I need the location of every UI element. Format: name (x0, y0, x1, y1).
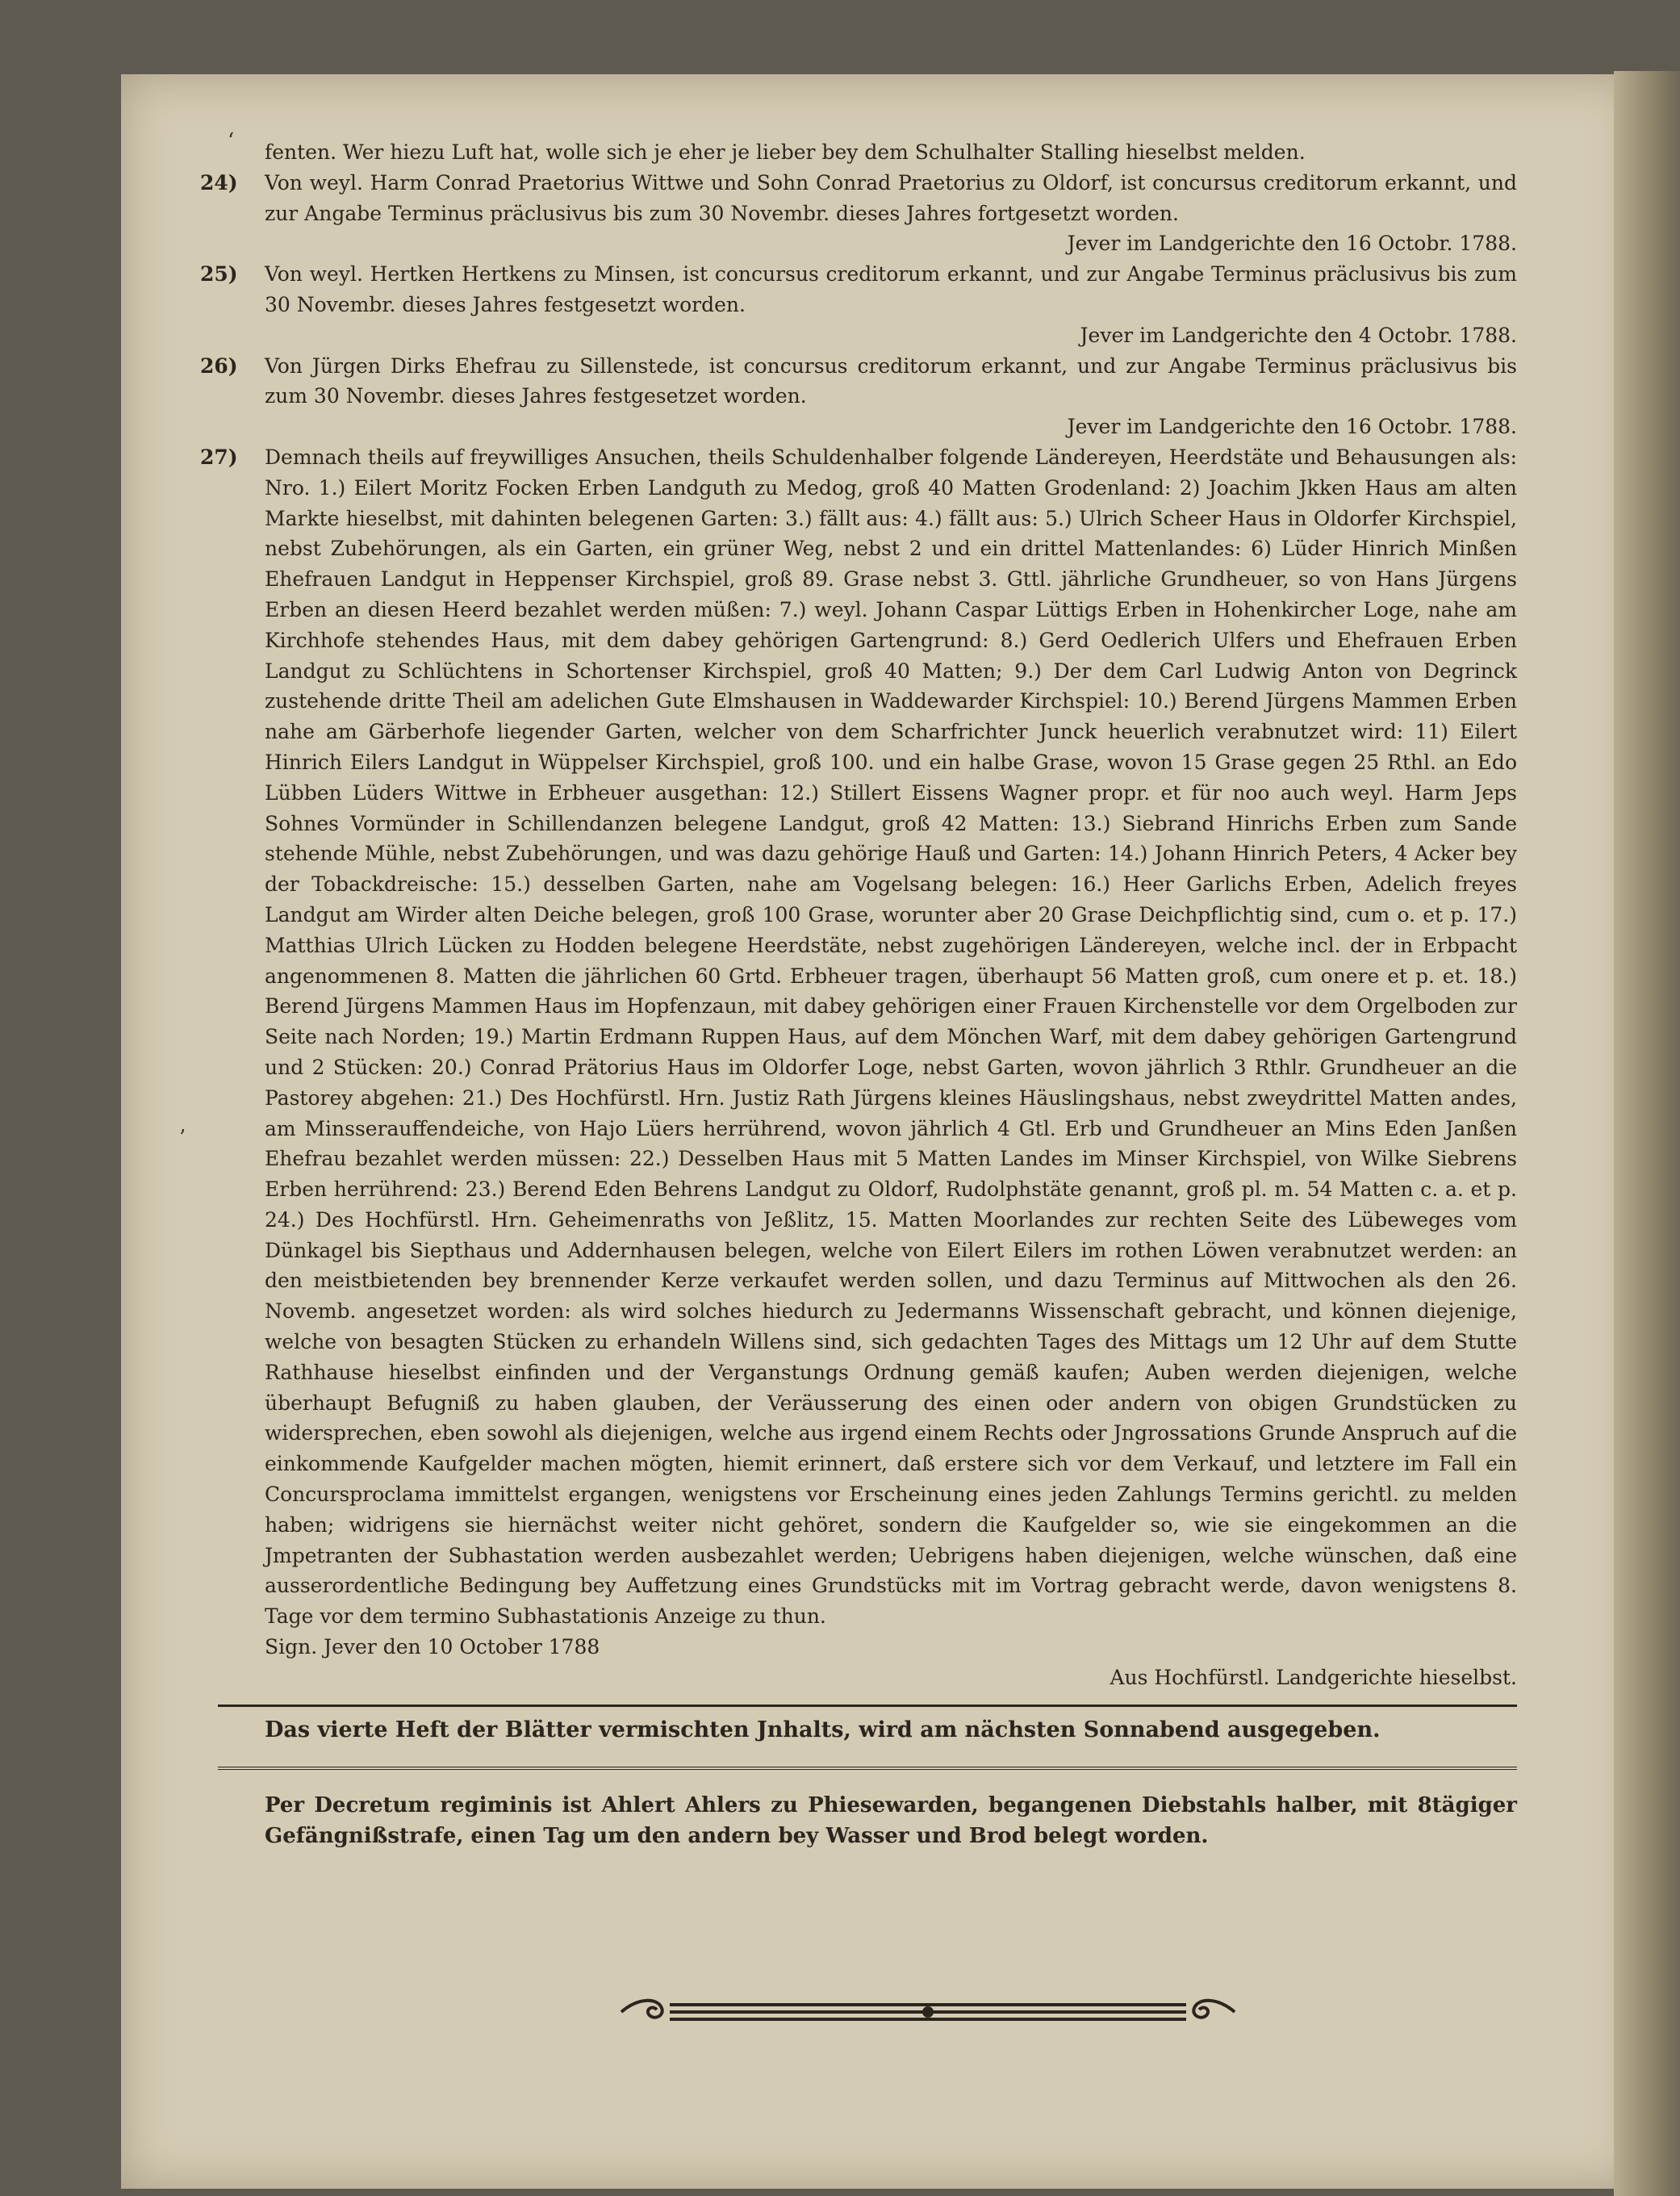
entry-26 (200, 351, 1517, 442)
entry-number: 24) (200, 170, 238, 195)
entry-signature: Aus Hochfürstl. Landgerichte hieselbst. (1110, 1665, 1517, 1689)
entry-signature: Jever im Landgerichte den 16 Octobr. 1788. (1067, 415, 1517, 439)
decree-text: Per Decretum regiminis ist Ahlert Ahlers zu Phiesewarden, begangenen Diebstahls halber, mit 8tägiger Gefängnißstrafe, einen Tag um den andern bey Wasser und Brod belegt worden. (265, 1793, 1517, 1849)
ornament-divider-icon (613, 1993, 1243, 2031)
lead-in-paragraph (218, 137, 1517, 168)
entry-text: Von weyl. Harm Conrad Praetorius Wittwe und Sohn Conrad Praetorius zu Oldorf, ist concursus creditorum erkannt, und zur Angabe Terminus präclusivus bis zum 30 Novembr. dieses Jahres fortgesetzt worden. (265, 170, 1517, 225)
entry-signature: Jever im Landgerichte den 16 Octobr. 1788. (1067, 232, 1517, 256)
entry-number: 26) (200, 353, 238, 378)
margin-mark: ’ (179, 1126, 186, 1150)
divider-rule-double (218, 1767, 1517, 1770)
entry-24 (200, 168, 1517, 259)
book-spine (1614, 71, 1680, 2196)
entry-signature: Jever im Landgerichte den 4 Octobr. 1788. (1080, 323, 1517, 347)
divider-rule (218, 1705, 1517, 1707)
entry-text: Demnach theils auf freywilliges Ansuchen, theils Schuldenhalber folgende Ländereyen, Heerdstäte und Behausungen als: Nro. 1.) Eilert Moritz Focken Erben Landguth zu Medog, groß 40 Matten Grodenland: 2) Joachim Jkken Haus am alten Markte hieselbst, mit dahinten belegenen Garten: 3.) fällt aus: 4.) fällt aus: 5.) Ulrich Scheer Haus in Oldorfer Kirchspiel, nebst Zubehörungen, als ein Garten, ein grüner Weg, nebst 2 und ein drittel Mattenlandes: 6) Lüder Hinrich Minßen Ehefrauen Landgut in Heppenser Kirchspiel, groß 89. Grase nebst 3. Gttl. jährliche Grundheuer, so von Hans Jürgens Erben an diesen Heerd bezahlet werden müßen: 7.) weyl. Johann Caspar Lüttigs Erben in Hohenkircher Loge, nahe am Kirchhofe stehendes Haus, mit dem dabey gehörigen Gartengrund: 8.) Gerd Oedlerich Ulfers und Ehefrauen Erben Landgut zu Schlüchtens in Schortenser Kirchspiel, groß 40 Matten; 9.) Der dem Carl Ludwig Anton von Degrinck zustehende dritte Theil am adelichen Gute Elmshausen in Waddewarder Kirchspiel: 10.) Berend Jürgens Mammen Erben nahe am Gärberhofe liegender Garten, welcher von dem Scharfrichter Junck heuerlich verabnutzet wird: 11) Eilert Hinrich Eilers Landgut in Wüppelser Kirchspiel, groß 100. und ein halbe Grase, wovon 15 Grase gegen 25 Rthl. an Edo Lübben Lüders Wittwe in Erbheuer ausgethan: 12.) Stillert Eissens Wagner propr. et für noo auch weyl. Harm Jeps Sohnes Vormünder in Schillendanzen belegene Landgut, groß 42 Matten: 13.) Siebrand Hinrichs Erben zum Sande stehende Mühle, nebst Zubehörungen, und was dazu gehörige Hauß und Garten: 14.) Johann Hinrich Peters, 4 Acker bey der Tobackdreische: 15.) desselben Garten, nahe am Vogelsang belegen: 16.) Heer Garlichs Erben, Adelich freyes Landgut am Wirder alten Deiche belegen, groß 100 Grase, worunter aber 20 Grase Deichpflichtig sind, cum o. et p. 17.) Matthias Ulrich Lücken zu Hodden belegene Heerdstäte, nebst zugehörigen Ländereyen, welche incl. der in Erbpacht angenommenen 8. Matten die jährlichen 60 Grtd. Erbheuer tragen, überhaupt 56 Matten groß, cum onere et p. et. 18.) Berend Jürgens Mammen Haus im Hopfenzaun, mit dabey gehörigen einer Frauen Kirchenstelle vor dem Orgelboden zur Seite nach Norden; 19.) Martin Erdmann Ruppen Haus, auf dem Mönchen Warf, mit dem dabey gehörigen Gartengrund und 2 Stücken: 20.) Conrad Prätorius Haus im Oldorfer Loge, nebst Garten, wovon jährlich 3 Rthlr. Grundheuer an die Pastorey abgehen: 21.) Des Hochfürstl. Hrn. Justiz Rath Jürgens kleines Häuslingshaus, nebst zweydrittel Matten andes, am Minsserauffendeiche, von Hajo Lüers herrührend, wovon jährlich 4 Gtl. Erb und Grundheuer an Mins Eden Janßen Ehefrau bezahlet werden müssen: 22.) Desselben Haus mit 5 Matten Landes im Minser Kirchspiel, von Wilke Siebrens Erben herrührend: 23.) Berend Eden Behrens Landgut zu Oldorf, Rudolphstäte genannt, groß pl. m. 54 Matten c. a. et p. 24.) Des Hochfürstl. Hrn. Geheimenraths von Jeßlitz, 15. Matten Moorlandes zur rechten Seite des Lübeweges vom Dünkagel bis Siepthaus und Addernhausen belegen, welche von Eilert Eilers im rothen Löwen verabnutzet werden: an den meistbietenden bey brennender Kerze verkaufet werden sollen, und dazu Terminus auf Mittwochen als den 26. Novemb. angesetzet worden: als wird solches hiedurch zu Jedermanns Wissenschaft gebracht, und können diejenige, welche von besagten Stücken zu erhandeln Willens sind, sich gedachten Tages des Mittags um 12 Uhr auf dem Stutte Rathhause hieselbst einfinden und der Verganstungs Ordnung gemäß kaufen; Auben werden diejenigen, welche überhaupt Befugniß zu haben glauben, der Veräusserung des einen oder andern von obigen Grundstücken zu widersprechen, eben sowohl als diejenigen, welche aus irgend einem Rechts oder Jngrossations Grunde Anspruch auf die einkommende Kaufgelder machen mögten, hiemit erinnert, daß erstere sich vor dem Verkauf, und letztere im Fall ein Concursproclama immittelst ergangen, wenigstens vor Erscheinung eines jeden Zahlungs Termins gerichtl. zu melden haben; widrigens sie hiernächst weiter nicht gehöret, sondern die Kaufgelder so, wie sie eingekommen an die Jmpetranten der Subhastation werden ausbezahlet werden; Uebrigens haben diejenigen, welche wünschen, daß eine ausserordentliche Bedingung bey Auffetzung eines Grundstücks mit im Vortrag gebracht werde, davon wenigstens 8. Tage vor dem termino Subhastationis Anzeige zu thun. (265, 445, 1517, 1629)
entry-text: Von weyl. Hertken Hertkens zu Minsen, ist concursus creditorum erkannt, und zur Angabe Terminus präclusivus bis zum 30 Novembr. dieses Jahres festgesetzt worden. (265, 262, 1517, 316)
entry-number: 27) (200, 445, 238, 469)
entry-number: 25) (200, 262, 238, 287)
entry-date-line: Sign. Jever den 10 October 1788 (265, 1635, 600, 1659)
document-body (200, 137, 1517, 1873)
entry-text: Von Jürgen Dirks Ehefrau zu Sillenstede, ist concursus creditorum erkannt, und zur Angabe Terminus präclusivus bis zum 30 Novembr. dieses Jahres festgesetzet worden. (265, 353, 1517, 408)
margin-mark: ‘ (228, 129, 235, 153)
announcement-text: Das vierte Heft der Blätter vermischten Jnhalts, wird am nächsten Sonnabend ausgegeben. (265, 1717, 1381, 1742)
entry-25 (200, 259, 1517, 350)
lead-in-text: fenten. Wer hiezu Luft hat, wolle sich je eher je lieber bey dem Schulhalter Stalling hieselbst melden. (265, 140, 1306, 164)
entry-27 (200, 442, 1517, 1693)
